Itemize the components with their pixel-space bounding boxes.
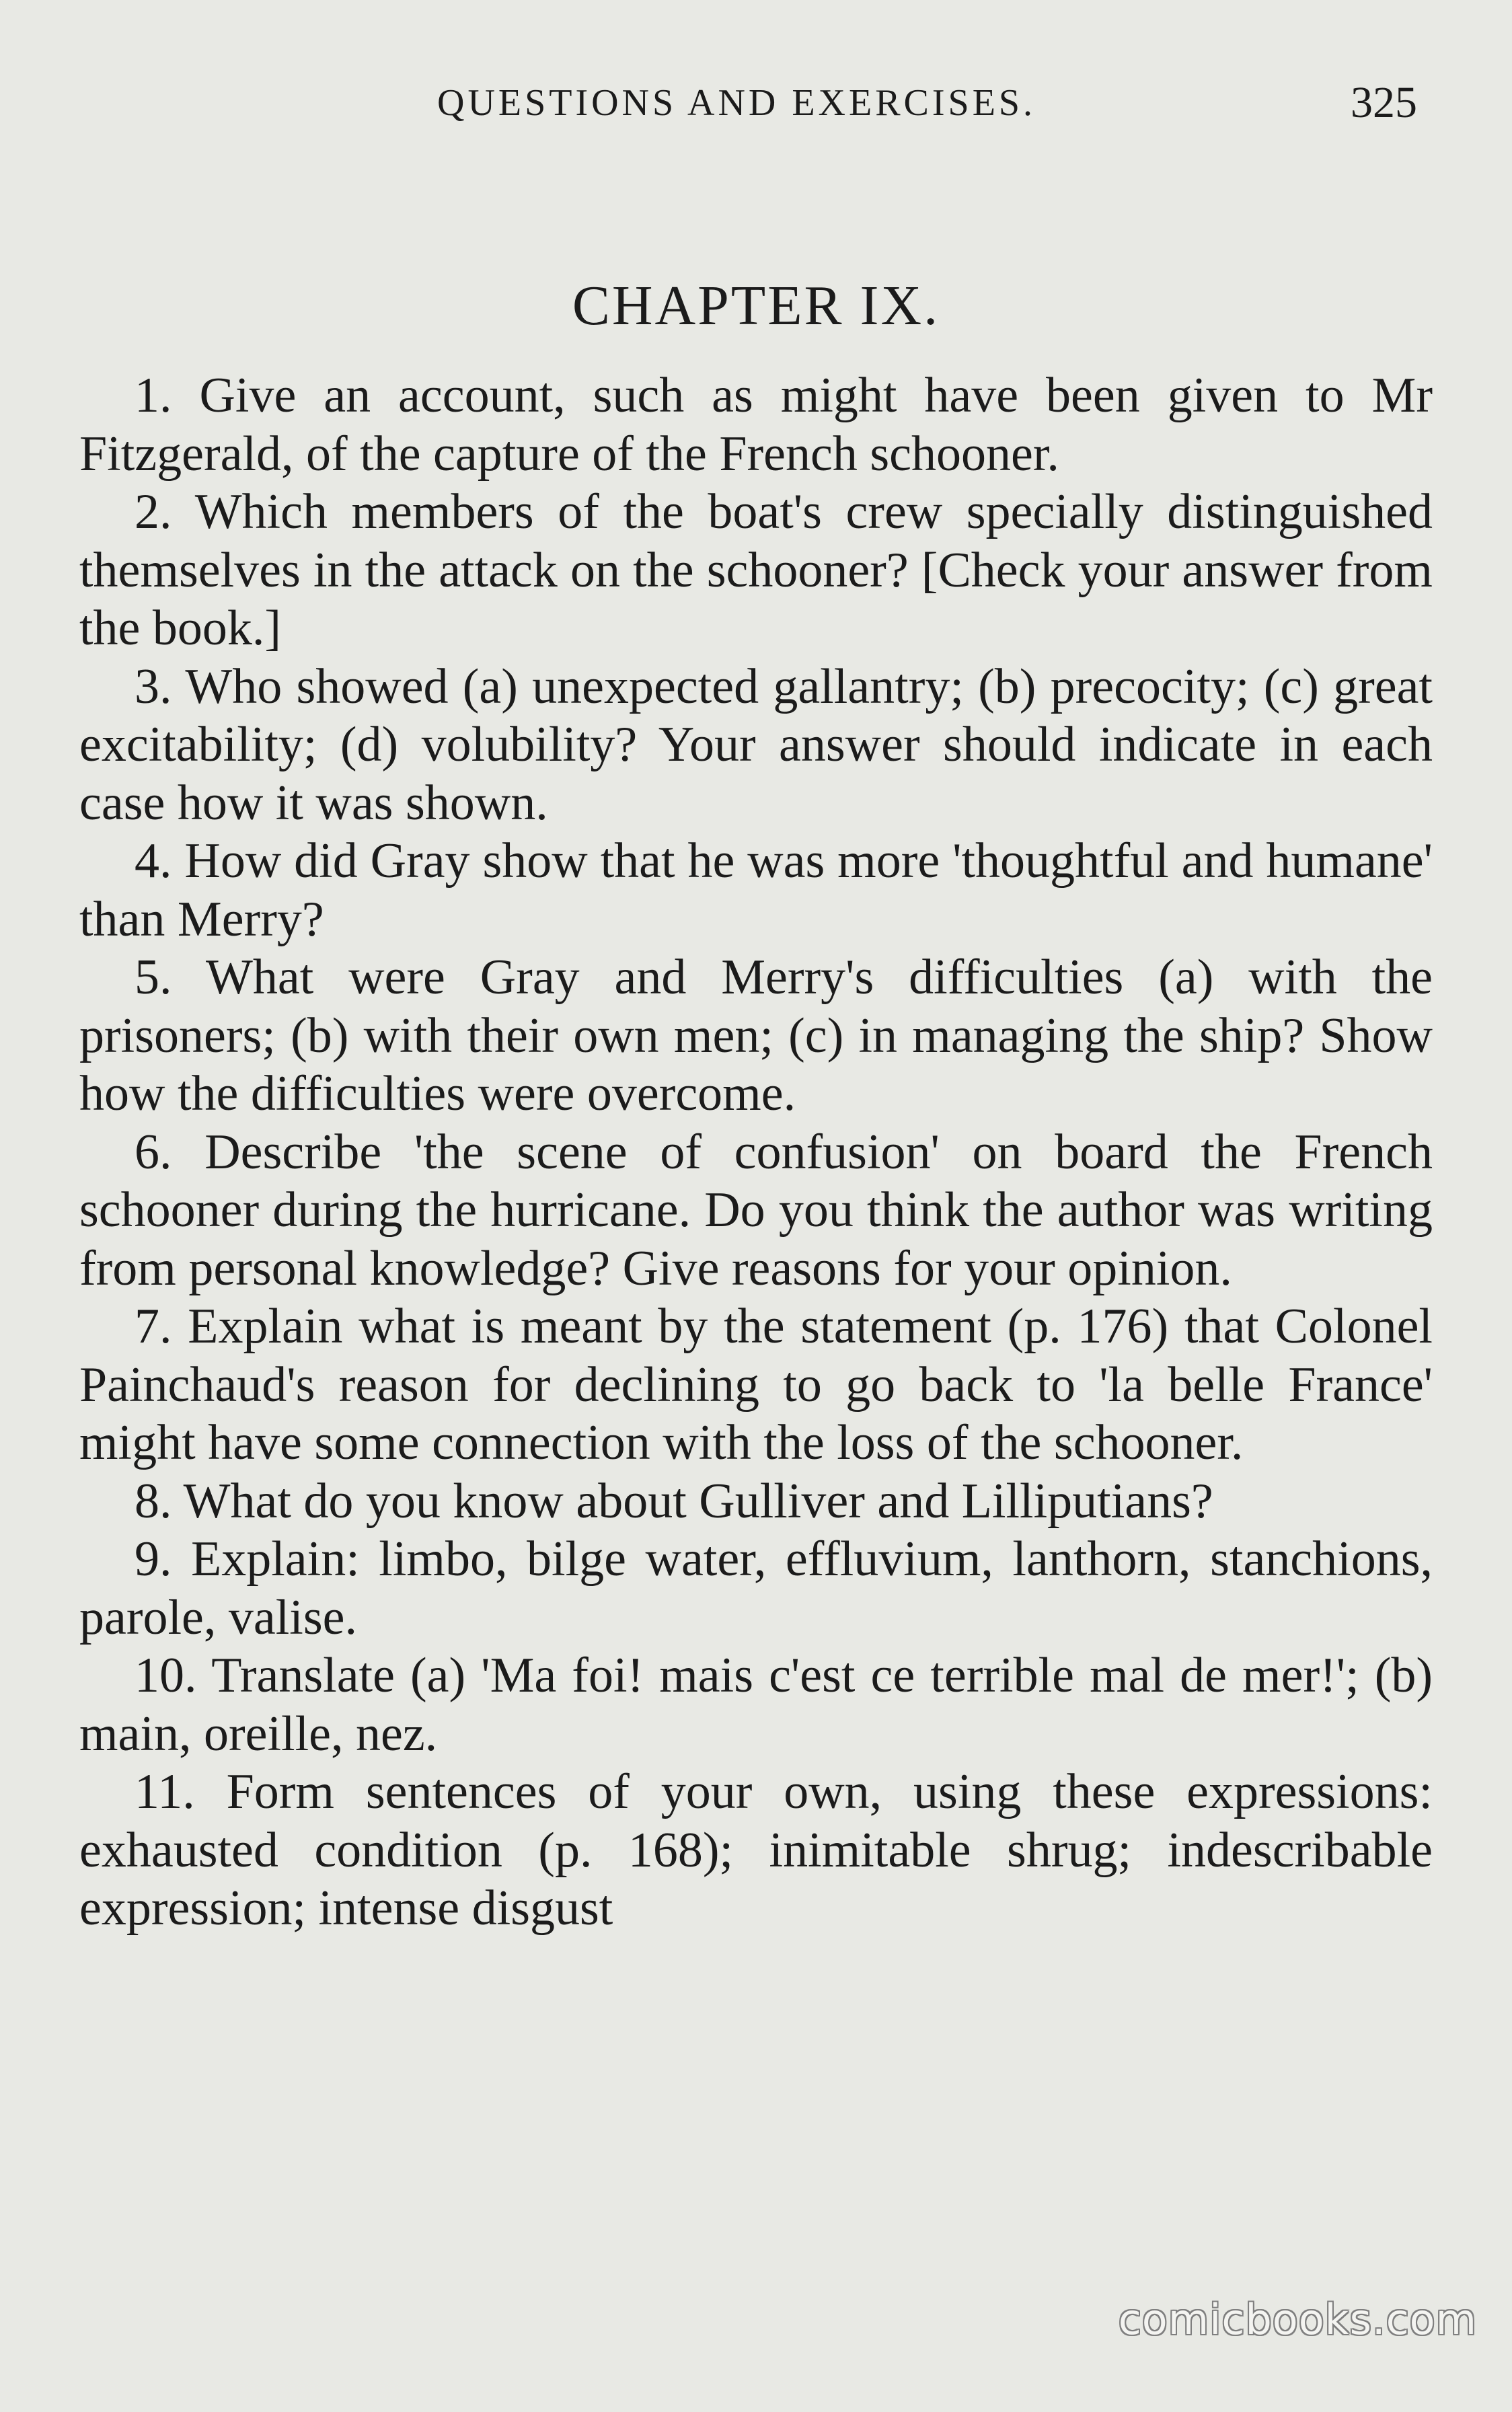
question-9: 9. Explain: limbo, bilge water, effluvium, lanthorn, stanchions, parole, valise. xyxy=(79,1532,1433,1645)
watermark: comicbooks.com xyxy=(1118,2295,1477,2344)
question-4: 4. How did Gray show that he was more 'thoughtful and humane' than Merry? xyxy=(79,833,1433,947)
question-7: 7. Explain what is meant by the statement (p. 176) that Colonel Painchaud's reason for declining to go back to 'la belle France' might have some connection with the loss of the schooner. xyxy=(79,1299,1433,1470)
question-10: 10. Translate (a) 'Ma foi! mais c'est ce terrible mal de mer!'; (b) main, oreille, nez. xyxy=(79,1648,1433,1762)
question-6: 6. Describe 'the scene of confusion' on board the French schooner during the hurricane. Do you think the author was writing from personal knowledge? Give reasons for your opinion. xyxy=(79,1124,1433,1296)
running-title: QUESTIONS AND EXERCISES. xyxy=(437,82,1036,124)
question-5: 5. What were Gray and Merry's difficulties (a) with the prisoners; (b) with their own men; (c) in managing the ship? Show how the difficulties were overcome. xyxy=(79,950,1433,1121)
question-1: 1. Give an account, such as might have been given to Mr Fitzgerald, of the capture of the French schooner. xyxy=(79,368,1433,482)
question-list xyxy=(79,367,1433,1938)
chapter-title: CHAPTER IX. xyxy=(572,274,940,337)
page-number: 325 xyxy=(1351,78,1417,127)
question-11: 11. Form sentences of your own, using these expressions: exhausted condition (p. 168); inimitable shrug; indescribable expression; intense disgust xyxy=(79,1764,1433,1936)
question-2: 2. Which members of the boat's crew specially distinguished themselves in the attack on the schooner? [Check your answer from the book.] xyxy=(79,484,1433,656)
question-8: 8. What do you know about Gulliver and Lilliputians? xyxy=(135,1473,1213,1529)
running-head xyxy=(0,79,1512,126)
question-3: 3. Who showed (a) unexpected gallantry; (b) precocity; (c) great excitability; (d) volubility? Your answer should indicate in each case how it was shown. xyxy=(79,658,1433,831)
